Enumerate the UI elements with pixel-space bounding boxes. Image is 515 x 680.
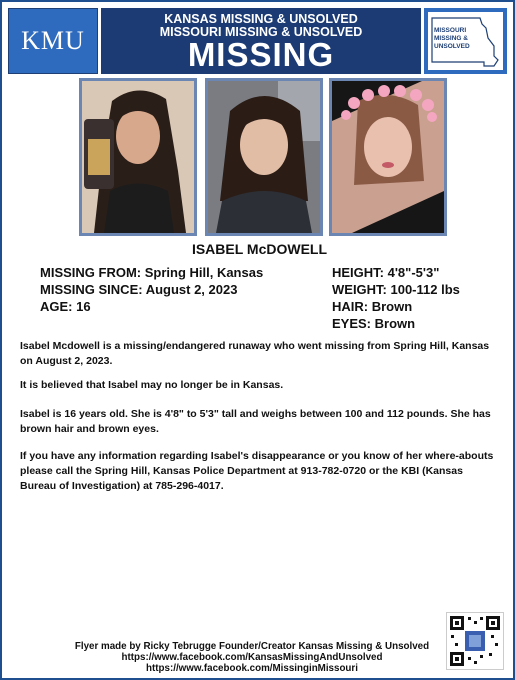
description-paragraph-2: It is believed that Isabel may no longer be in Kansas. xyxy=(20,379,284,391)
kmu-logo-text: KMU xyxy=(21,26,85,55)
footer-link-missouri[interactable]: https://www.facebook.com/MissinginMissouri xyxy=(146,663,358,674)
eyes: EYES: Brown xyxy=(332,316,416,331)
height: HEIGHT: 4'8"-5'3" xyxy=(332,265,440,280)
photo-filter-selfie xyxy=(329,78,447,236)
title-banner xyxy=(101,8,421,74)
photo-mirror-selfie xyxy=(79,78,197,236)
footer-credit: Flyer made by Ricky Tebrugge Founder/Creator Kansas Missing & Unsolved xyxy=(74,641,430,652)
weight: WEIGHT: 100-112 lbs xyxy=(332,282,460,297)
kmu-logo xyxy=(8,8,98,74)
banner-line-kansas: KANSAS MISSING & UNSOLVED xyxy=(164,12,358,26)
age: AGE: 16 xyxy=(40,299,91,314)
photo-car-selfie xyxy=(205,78,323,236)
hair: HAIR: Brown xyxy=(332,299,413,314)
person-name: ISABEL McDOWELL xyxy=(191,241,328,257)
missing-since: MISSING SINCE: August 2, 2023 xyxy=(40,282,238,297)
missing-from: MISSING FROM: Spring Hill, Kansas xyxy=(40,265,264,280)
description-paragraph-4: If you have any information regarding Isabel's disappearance or you know of her where-abouts please call the Spring Hill, Kansas Police Department at 913-782-0720 or the KBI (Kansas Bureau of Investigation) at 785-296-4017. xyxy=(20,450,494,492)
qr-code-icon[interactable] xyxy=(446,612,504,670)
header xyxy=(8,8,507,74)
banner-line-missouri: MISSOURI MISSING & UNSOLVED xyxy=(159,25,363,39)
description-paragraph-3: Isabel is 16 years old. She is 4'8" to 5'3" tall and weighs between 100 and 112 pounds. She has brown hair and brown eyes. xyxy=(20,408,491,435)
missouri-logo xyxy=(424,8,507,74)
banner-title: MISSING xyxy=(187,36,335,73)
description-paragraph-1: Isabel Mcdowell is a missing/endangered runaway who went missing from Spring Hill, Kansas on August 2, 2023. xyxy=(20,340,490,367)
footer-link-kansas[interactable]: https://www.facebook.com/KansasMissingAndUnsolved xyxy=(121,652,383,663)
missouri-logo-text: MISSOURI MISSING & UNSOLVED xyxy=(434,27,470,50)
